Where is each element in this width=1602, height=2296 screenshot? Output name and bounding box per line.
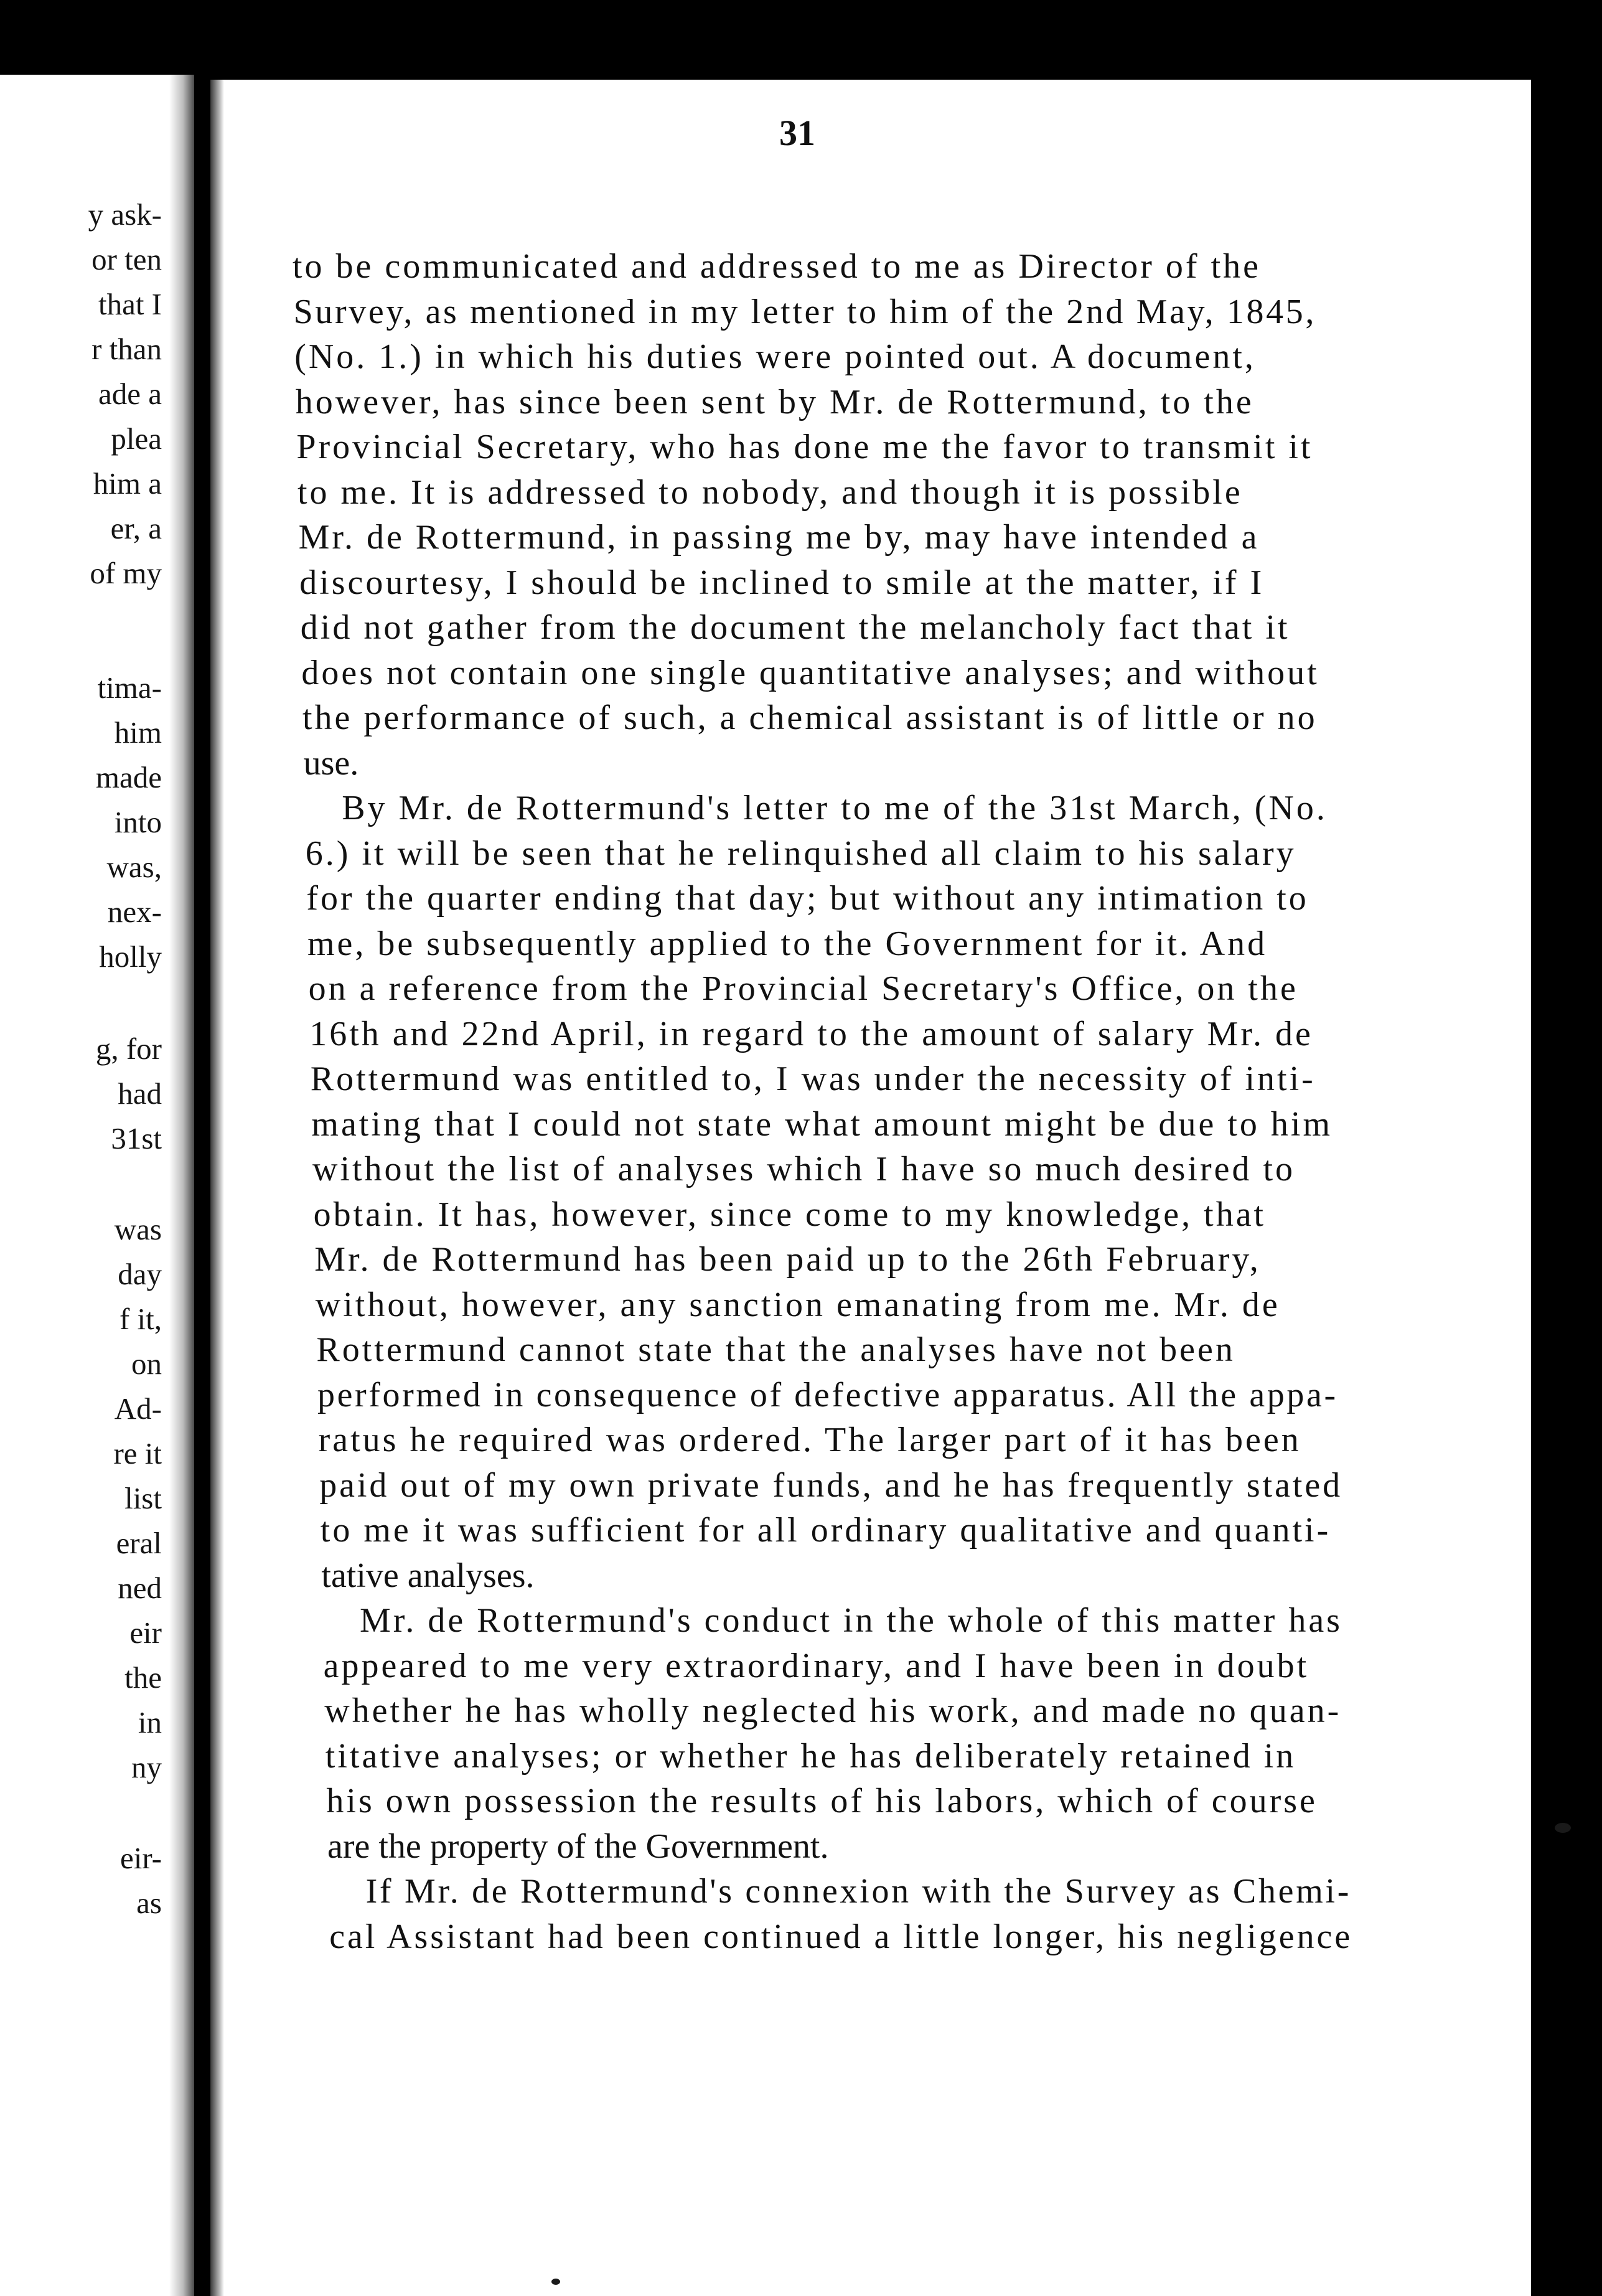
previous-page-fragment: him a bbox=[93, 466, 162, 501]
previous-page-fragment: 31st bbox=[111, 1121, 162, 1155]
body-text-line: Mr. de Rottermund has been paid up to the 26th February, bbox=[314, 1240, 1261, 1279]
body-text-line: to me. It is addressed to nobody, and though it is possible bbox=[297, 473, 1243, 512]
body-text-line: Survey, as mentioned in my letter to him of the 2nd May, 1845, bbox=[293, 292, 1316, 331]
previous-page-fragment: made bbox=[95, 760, 162, 794]
body-text-line: titative analyses; or whether he has deliberately retained in bbox=[325, 1736, 1296, 1776]
body-text-line: to me it was sufficient for all ordinary qualitative and quanti- bbox=[320, 1511, 1331, 1550]
body-text-line: 16th and 22nd April, in regard to the amount of salary Mr. de bbox=[309, 1014, 1313, 1053]
previous-page-fragment: plea bbox=[111, 421, 162, 456]
previous-page-fragment: eral bbox=[116, 1526, 162, 1560]
previous-page-fragment: ade a bbox=[98, 377, 162, 411]
previous-page-fragment: eir bbox=[129, 1616, 162, 1650]
previous-page-fragment: holly bbox=[99, 939, 162, 974]
body-text-line: By Mr. de Rottermund's letter to me of the 31st March, (No. bbox=[342, 789, 1328, 827]
previous-page-fragment: er, a bbox=[110, 511, 162, 545]
previous-page-fragment: him bbox=[114, 715, 162, 750]
previous-page-edge bbox=[0, 75, 194, 2296]
previous-page-fragment: nex- bbox=[107, 895, 162, 929]
previous-page-fragment: ny bbox=[131, 1750, 162, 1784]
right-scan-border bbox=[1531, 0, 1602, 2296]
previous-page-fragment: day bbox=[118, 1257, 162, 1291]
body-text-line: performed in consequence of defective apparatus. All the appa- bbox=[317, 1375, 1338, 1414]
previous-page-fragment: into bbox=[114, 805, 162, 839]
scan-speck-bottom bbox=[551, 2279, 560, 2285]
previous-page-fragment: in bbox=[138, 1705, 162, 1739]
body-text-line: Mr. de Rottermund, in passing me by, may have intended a bbox=[298, 518, 1260, 557]
previous-page-fragment: on bbox=[131, 1347, 162, 1381]
body-text-line: to be communicated and addressed to me as Director of the bbox=[293, 247, 1261, 286]
body-text-line: does not contain one single quantitative analyses; and without bbox=[301, 653, 1319, 692]
body-text-line: (No. 1.) in which his duties were pointed out. A document, bbox=[294, 337, 1256, 376]
previous-page-fragment: as bbox=[136, 1886, 162, 1920]
body-text-line: his own possession the results of his labors, which of course bbox=[326, 1782, 1318, 1820]
body-text-line: me, be subsequently applied to the Government for it. And bbox=[307, 924, 1268, 963]
page-number: 31 bbox=[779, 113, 815, 153]
body-text-line: use. bbox=[303, 743, 359, 783]
previous-page-fragment: Ad- bbox=[114, 1391, 162, 1426]
body-text-line: without the list of analyses which I have so much desired to bbox=[312, 1150, 1296, 1188]
previous-page-fragment: tima- bbox=[97, 670, 162, 705]
previous-page-fragment: had bbox=[118, 1076, 162, 1111]
body-text-line: Rottermund cannot state that the analyses have not been bbox=[316, 1330, 1235, 1369]
body-text-line: on a reference from the Provincial Secretary's Office, on the bbox=[308, 969, 1298, 1008]
previous-page-fragment: g, for bbox=[95, 1032, 162, 1066]
body-text-line: whether he has wholly neglected his work, and made no quan- bbox=[324, 1691, 1342, 1730]
body-text-line: obtain. It has, however, since come to my knowledge, that bbox=[313, 1195, 1267, 1234]
page-binding-shadow bbox=[210, 80, 224, 2296]
previous-page-fragment: f it, bbox=[119, 1302, 162, 1336]
body-text-line: Provincial Secretary, who has done me the favor to transmit it bbox=[296, 428, 1313, 466]
body-text-line: appeared to me very extraordinary, and I have been in doubt bbox=[323, 1646, 1309, 1685]
body-text-line: 6.) it will be seen that he relinquished all claim to his salary bbox=[305, 834, 1296, 873]
previous-page-fragment: or ten bbox=[91, 242, 162, 276]
body-text-line: If Mr. de Rottermund's connexion with the Survey as Chemi- bbox=[365, 1872, 1352, 1911]
previous-page-fragment: eir- bbox=[119, 1841, 162, 1875]
previous-page-fragment: y ask- bbox=[88, 197, 162, 232]
body-text-line: tative analyses. bbox=[321, 1556, 535, 1595]
previous-page-fragment: was, bbox=[106, 850, 162, 884]
body-text-line: Rottermund was entitled to, I was under the necessity of inti- bbox=[310, 1060, 1316, 1098]
previous-page-fragment: re it bbox=[113, 1436, 162, 1470]
body-text-line: discourtesy, I should be inclined to smile at the matter, if I bbox=[299, 563, 1265, 602]
previous-page-fragment: r than bbox=[91, 332, 162, 366]
body-text-line: the performance of such, a chemical assistant is of little or no bbox=[302, 699, 1318, 737]
body-text-line: did not gather from the document the melancholy fact that it bbox=[300, 608, 1290, 647]
previous-page-fragment: of my bbox=[90, 556, 162, 590]
previous-page-fragment: was bbox=[114, 1212, 162, 1246]
body-text-line: Mr. de Rottermund's conduct in the whole of this matter has bbox=[360, 1601, 1342, 1640]
body-text-line: paid out of my own private funds, and he has frequently stated bbox=[319, 1466, 1343, 1505]
previous-page-fragment: ned bbox=[118, 1571, 162, 1605]
body-text-line: for the quarter ending that day; but without any intimation to bbox=[306, 879, 1309, 918]
previous-page-fragment: list bbox=[124, 1481, 162, 1515]
scan-speck bbox=[1555, 1823, 1571, 1833]
body-text-line: are the property of the Government. bbox=[327, 1827, 829, 1866]
body-text-line: however, has since been sent by Mr. de Rottermund, to the bbox=[295, 382, 1254, 421]
body-text-line: mating that I could not state what amount might be due to him bbox=[311, 1104, 1333, 1144]
body-text-line: cal Assistant had been continued a little longer, his negligence bbox=[329, 1917, 1353, 1956]
left-page-gutter-shadow bbox=[169, 75, 194, 2296]
previous-page-fragment: the bbox=[124, 1660, 162, 1695]
body-text-line: without, however, any sanction emanating from me. Mr. de bbox=[315, 1285, 1280, 1324]
previous-page-fragment: that I bbox=[98, 287, 162, 321]
body-text-line: ratus he required was ordered. The larger part of it has been bbox=[318, 1421, 1301, 1459]
